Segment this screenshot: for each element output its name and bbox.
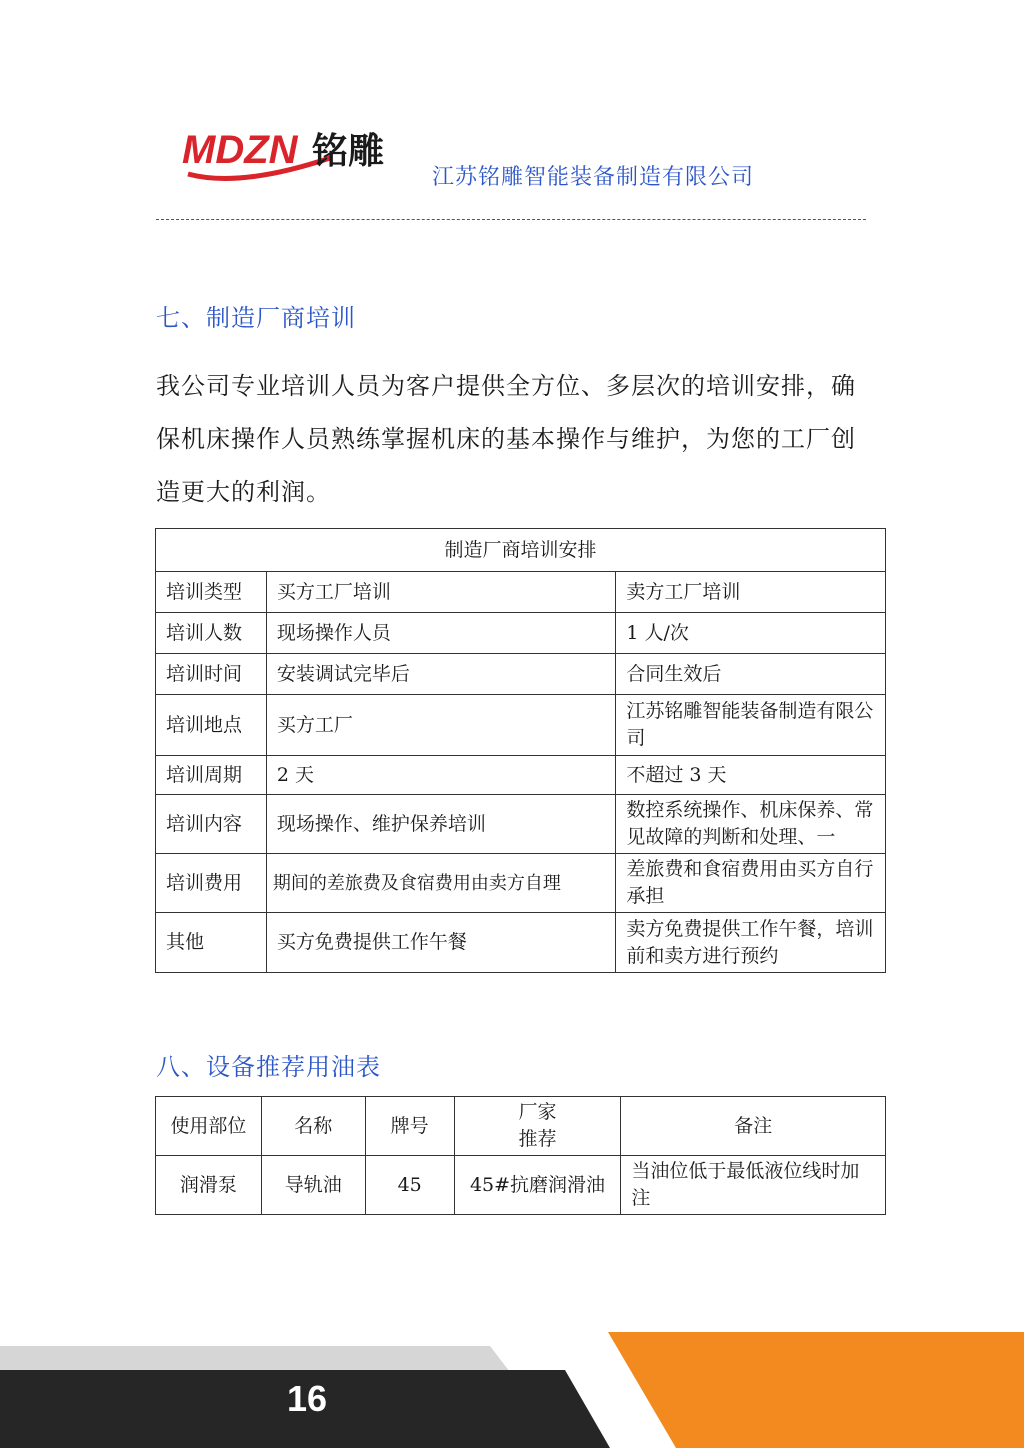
table-cell: 数控系统操作、机床保养、常见故障的判断和处理、一 <box>616 795 886 854</box>
table-row <box>156 795 886 854</box>
logo-chinese: 铭雕 <box>312 131 385 172</box>
footer-band <box>0 1300 1024 1448</box>
table-cell: 当油位低于最低液位线时加注 <box>621 1156 886 1215</box>
table-cell: 买方工厂培训 <box>266 572 615 613</box>
table-cell: 1 人/次 <box>616 613 886 654</box>
header-line: 厂家 <box>518 1101 557 1123</box>
header-divider <box>156 219 866 220</box>
table-cell: 现场操作人员 <box>266 613 615 654</box>
table-cell: 培训地点 <box>156 695 267 756</box>
oil-table <box>155 1096 886 1215</box>
logo-latin: MDZN <box>182 128 298 172</box>
table-cell: 45#抗磨润滑油 <box>454 1156 621 1215</box>
table-cell: 现场操作、维护保养培训 <box>266 795 615 854</box>
table-caption: 制造厂商培训安排 <box>156 529 886 572</box>
section7-title: 七、制造厂商培训 <box>156 304 356 332</box>
table-cell: 培训时间 <box>156 654 267 695</box>
header-cell: 牌号 <box>365 1097 454 1156</box>
header-cell: 备注 <box>621 1097 886 1156</box>
table-row <box>156 695 886 756</box>
table-cell: 其他 <box>156 913 267 973</box>
section7-intro <box>156 360 876 519</box>
table-row <box>156 1156 886 1215</box>
table-cell: 润滑泵 <box>156 1156 262 1215</box>
table-cell: 期间的差旅费及食宿费用由卖方自理 <box>266 854 615 913</box>
table-row <box>156 572 886 613</box>
footer-accent-stripe <box>608 1332 1024 1448</box>
table-cell: 培训周期 <box>156 756 267 795</box>
table-cell: 不超过 3 天 <box>616 756 886 795</box>
table-cell: 买方工厂 <box>266 695 615 756</box>
table-cell: 卖方工厂培训 <box>616 572 886 613</box>
table-cell: 2 天 <box>266 756 615 795</box>
table-row <box>156 613 886 654</box>
table-cell: 差旅费和食宿费用由买方自行承担 <box>616 854 886 913</box>
table-cell: 培训人数 <box>156 613 267 654</box>
table-cell: 培训类型 <box>156 572 267 613</box>
table-row <box>156 854 886 913</box>
table-header-row <box>156 1097 886 1156</box>
training-table <box>155 528 886 973</box>
table-cell: 买方免费提供工作午餐 <box>266 913 615 973</box>
header-cell: 使用部位 <box>156 1097 262 1156</box>
table-cell: 45 <box>365 1156 454 1215</box>
company-name-header: 江苏铭雕智能装备制造有限公司 <box>432 165 755 190</box>
table-row <box>156 654 886 695</box>
footer-light-stripe <box>0 1346 510 1372</box>
section8-title: 八、设备推荐用油表 <box>156 1053 381 1081</box>
company-logo <box>180 118 410 186</box>
header-line: 推荐 <box>518 1128 557 1150</box>
header-cell <box>454 1097 621 1156</box>
intro-line: 保机床操作人员熟练掌握机床的基本操作与维护，为您的工厂创 <box>156 425 856 453</box>
intro-line: 造更大的利润。 <box>156 478 331 506</box>
header-cell: 名称 <box>261 1097 365 1156</box>
table-cell: 江苏铭雕智能装备制造有限公司 <box>616 695 886 756</box>
page-number: 16 <box>286 1378 328 1419</box>
intro-line: 我公司专业培训人员为客户提供全方位、多层次的培训安排，确 <box>156 372 856 400</box>
table-cell: 导轨油 <box>261 1156 365 1215</box>
table-cell: 卖方免费提供工作午餐，培训前和卖方进行预约 <box>616 913 886 973</box>
table-cell: 培训费用 <box>156 854 267 913</box>
table-cell: 安装调试完毕后 <box>266 654 615 695</box>
table-row <box>156 913 886 973</box>
table-cell: 培训内容 <box>156 795 267 854</box>
table-row <box>156 756 886 795</box>
table-cell: 合同生效后 <box>616 654 886 695</box>
